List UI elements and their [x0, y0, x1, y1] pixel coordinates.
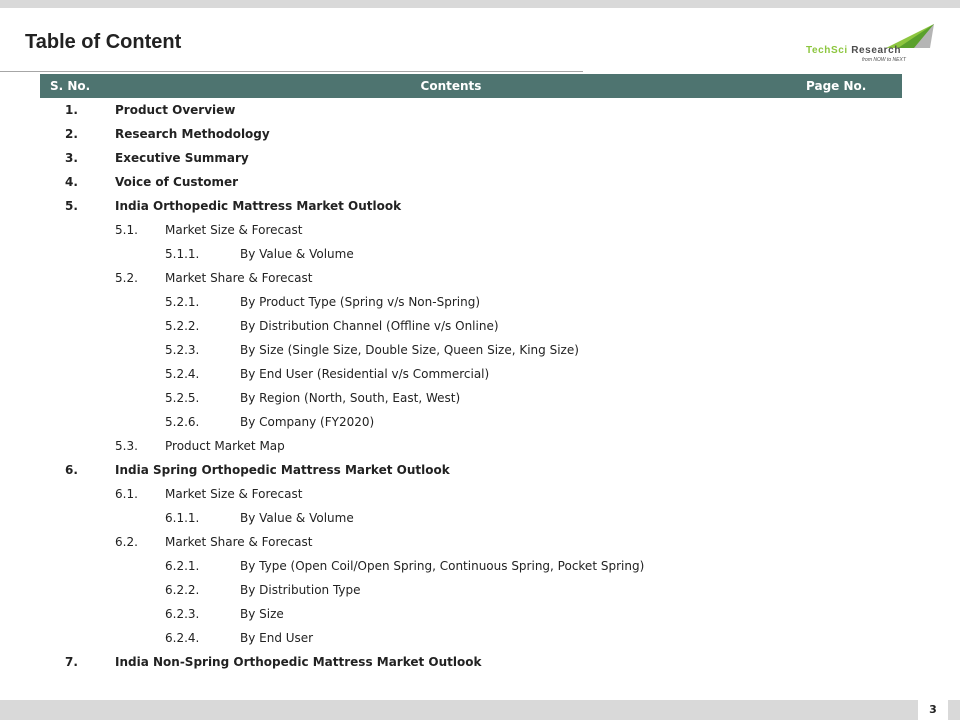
toc-row-number: 5.3.	[115, 439, 138, 453]
toc-row	[0, 578, 960, 602]
toc-row-title: Voice of Customer	[115, 175, 239, 189]
toc-row-number: 6.	[65, 463, 78, 477]
toc-row	[0, 98, 960, 122]
toc-row-title: By Distribution Type	[240, 583, 361, 597]
toc-row	[0, 170, 960, 194]
toc-row	[0, 434, 960, 458]
toc-row-number: 5.2.3.	[165, 343, 200, 357]
toc-row-number: 5.1.	[115, 223, 138, 237]
toc-row-number: 3.	[65, 151, 78, 165]
toc-row-number: 5.	[65, 199, 78, 213]
toc-row-title: By Size (Single Size, Double Size, Queen Size, King Size)	[240, 343, 579, 357]
page-number: 3	[918, 698, 948, 720]
toc-row-number: 6.2.3.	[165, 607, 200, 621]
top-bar	[0, 0, 960, 8]
header-contents: Contents	[420, 79, 482, 93]
toc-row	[0, 290, 960, 314]
toc-row-number: 7.	[65, 655, 78, 669]
logo-research: Research	[851, 45, 902, 56]
toc-row	[0, 458, 960, 482]
toc-row-title: By Value & Volume	[240, 247, 354, 261]
toc-row	[0, 314, 960, 338]
toc-row-title: Market Share & Forecast	[165, 271, 313, 285]
toc-row-number: 6.1.1.	[165, 511, 200, 525]
toc-row-number: 6.1.	[115, 487, 138, 501]
toc-row-number: 5.2.2.	[165, 319, 200, 333]
toc-row	[0, 626, 960, 650]
toc-row	[0, 146, 960, 170]
toc-row	[0, 266, 960, 290]
toc-row-number: 4.	[65, 175, 78, 189]
toc-row-number: 5.2.5.	[165, 391, 200, 405]
toc-row-title: By Region (North, South, East, West)	[240, 391, 461, 405]
logo-tagline: from NOW to NEXT	[862, 57, 906, 63]
toc-row-title: Market Size & Forecast	[165, 223, 303, 237]
toc-row	[0, 506, 960, 530]
toc-row-number: 6.2.4.	[165, 631, 200, 645]
toc-row-title: By End User	[240, 631, 314, 645]
toc-row-number: 1.	[65, 103, 78, 117]
toc-row-title: By Company (FY2020)	[240, 415, 375, 429]
toc-row-title: By End User (Residential v/s Commercial)	[240, 367, 490, 381]
toc-row-title: Market Size & Forecast	[165, 487, 303, 501]
toc-row-title: Market Share & Forecast	[165, 535, 313, 549]
toc-row-title: Executive Summary	[115, 151, 249, 165]
toc-row-number: 5.2.6.	[165, 415, 200, 429]
toc-row	[0, 218, 960, 242]
toc-row-number: 5.2.1.	[165, 295, 200, 309]
toc-row-title: India Non-Spring Orthopedic Mattress Market Outlook	[115, 655, 482, 669]
toc-row	[0, 410, 960, 434]
toc-row-title: Research Methodology	[115, 127, 270, 141]
techsci-research-logo	[800, 24, 940, 70]
logo-tech: TechSci	[806, 45, 848, 56]
toc-row-title: By Size	[240, 607, 284, 621]
toc-row	[0, 530, 960, 554]
title-divider	[0, 71, 583, 72]
toc-row-number: 6.2.2.	[165, 583, 200, 597]
toc-row-number: 6.2.	[115, 535, 138, 549]
toc-row	[0, 554, 960, 578]
toc-row-title: Product Market Map	[165, 439, 285, 453]
toc-row-number: 5.2.	[115, 271, 138, 285]
toc-row	[0, 482, 960, 506]
toc-row	[0, 362, 960, 386]
bottom-bar	[0, 700, 960, 720]
header-serial-number: S. No.	[50, 79, 91, 93]
toc-row	[0, 650, 960, 674]
toc-row-title: Product Overview	[115, 103, 236, 117]
toc-row-title: By Product Type (Spring v/s Non-Spring)	[240, 295, 480, 309]
toc-row	[0, 386, 960, 410]
toc-row-title: India Spring Orthopedic Mattress Market Outlook	[115, 463, 450, 477]
toc-row	[0, 122, 960, 146]
toc-row	[0, 338, 960, 362]
toc-row-title: By Distribution Channel (Offline v/s Online)	[240, 319, 499, 333]
toc-row	[0, 602, 960, 626]
toc-row-number: 2.	[65, 127, 78, 141]
toc-header-row	[40, 74, 902, 98]
toc-row-title: By Type (Open Coil/Open Spring, Continuous Spring, Pocket Spring)	[240, 559, 645, 573]
toc-row	[0, 242, 960, 266]
toc-row	[0, 194, 960, 218]
toc-row-title: By Value & Volume	[240, 511, 354, 525]
toc-row-number: 5.2.4.	[165, 367, 200, 381]
logo-wordmark	[806, 45, 901, 56]
toc-row-title: India Orthopedic Mattress Market Outlook	[115, 199, 402, 213]
toc-row-number: 6.2.1.	[165, 559, 200, 573]
toc-row-number: 5.1.1.	[165, 247, 200, 261]
header-page-number: Page No.	[806, 79, 867, 93]
page-title: Table of Content	[25, 31, 182, 53]
